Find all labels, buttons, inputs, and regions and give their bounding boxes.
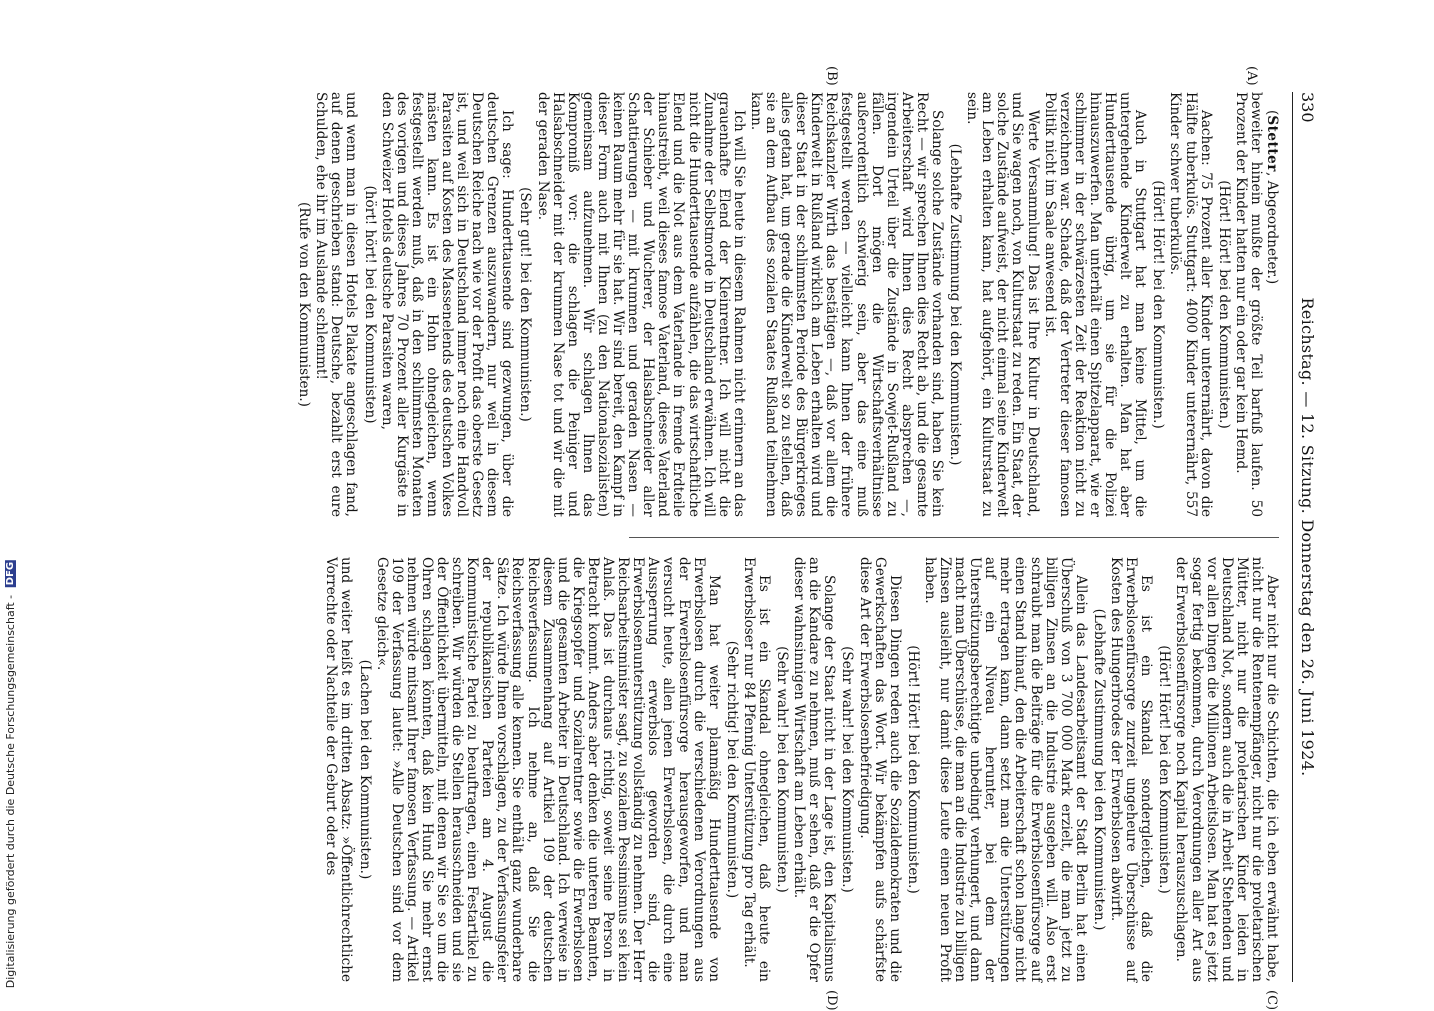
speaker-line: (Stetter, Abgeordneter.): [1264, 110, 1280, 285]
page-header: [1292, 92, 1317, 982]
reaction-note: (Hört! Hört! bei den Kommunisten.): [1150, 180, 1167, 429]
paragraph: Ich sage: Hunderttausende sind gezwungen, über die deutschen Grenzen auszuwandern, nur weil in diesem Deutschen Reiche nach wie vor der Profit das oberste Gesetz ist, und weil sich in Deutschland immer noch eine Handvoll Parasiten auf Kosten des Massenelends des deutschen Volkes mästen kann. Es ist ein Hohn ohnegleichen, wenn festgestellt werden muß, daß in den schlimmsten Monaten des vorigen und dieses Jahres 70 Prozent aller Kurgäste in den Schweizer Hotels deutsche Parasiten waren,: [378, 92, 516, 517]
reaction-note: (Hört! Hört! bei den Kommunisten.): [1156, 645, 1173, 894]
paragraph: und wenn man in diesen Hotels Plakate angeschlagen fand, auf denen geschrieben stand: Deutsche, bezahlt erst eure Schulden, ehe ihr im Auslande schlemmt!: [313, 92, 360, 517]
credit-text: Digitalisierung gefördert durch die Deutsche Forschungsgemeinschaft -: [4, 594, 17, 988]
paragraph: Ich will Sie heute in diesem Rahmen nicht erinnern an das grauenhafte Elend der Kleinrentner. Ich will nicht die Zunahme der Selbstmorde in Deutschland erwähnen. Ich will nicht die Hunderttausende aufzählen, die das wirtschaftliche Elend und die Not aus dem Vaterlande in fremde Erdteile hinaustreibt, weil dieses famose Vaterland, dieses Vaterland der Schieber und Wucherer, der Halsabschneider aller Schattierungen — mit krummen und geraden Nasen — keinen Raum mehr für sie hat. Wir sind bereit, den Kampf in dieser Form auch mit Ihnen (zu den Nationalsozialisten) gemeinsam aufzunehmen. Wir schlagen Ihnen das Kompromiß vor: die schlagen die Peiniger und Halsabschneider mit der krummen Nase tot und wir die mit der geraden Nase.: [534, 92, 747, 517]
reaction-note: (Lebhafte Zustimmung bei den Kommunisten.): [947, 143, 964, 466]
speaker-name: Stetter: [1264, 115, 1280, 172]
left-column: [293, 92, 1279, 517]
reaction-note: (Sehr richtig! bei den Kommunisten.): [723, 640, 740, 899]
paragraph: Auch in Stuttgart hat man keine Mittel, um die untergehende Kinderwelt zu erhalten. Man hat aber Hunderttausende übrig, um sie für die Polizei hinauszuwerfen. Man unterhält einen Spitzelapparat, wie er schlimmer in der schwärzesten Zeit der Reaktion nicht zu verzeichnen war. Schade, daß der Vertreter dieser famosen Politik nicht im Saale anwesend ist.: [1041, 92, 1149, 517]
reaction-note: (hört! hört! bei den Kommunisten): [361, 185, 378, 424]
reaction-note: (Hört! Hört! bei den Kommunisten.): [904, 645, 921, 894]
reaction-note: (Hört! Hört! bei den Kommunisten.): [1215, 180, 1232, 429]
speaker-role: Abgeordneter: [1264, 180, 1280, 275]
paragraph: Aber nicht nur die Schichten, die ich eben erwähnt habe, nicht nur die Rentenempfänger, nicht nur die proletarischen Mütter, nicht nur die proletarischen Kinder leiden in Deutschland Not, sondern auch die in Arbeit Stehenden und vor allen Dingen die Millionen Arbeitslosen. Man hat es jetzt sogar fertig bekommen, durch Verordnungen aller Art aus der Erwerbslosenfürsorge noch Kapital herauszuschlagen.: [1173, 557, 1280, 982]
paragraph: Werte Versammlung! Das ist Ihre Kultur in Deutschland, und Sie wagen noch, von Kulturstaat zu reden. Ein Staat, der solche Zustände aufweist, der nicht einmal seine Kinderwelt am Leben erhalten kann, hat aufgehört, ein Kulturstaat zu sein.: [964, 92, 1041, 517]
page-number: 330: [1298, 92, 1317, 123]
margin-marker-a: (A): [1244, 66, 1259, 86]
paragraph: beweiter hinein mußte der größte Teil barfuß laufen. 50 Prozent der Kinder hatten nur ein oder gar kein Hemd.: [1232, 92, 1264, 517]
reaction-note: (Sehr gut! bei den Kommunisten.): [517, 187, 534, 422]
margin-marker-b: (B): [824, 66, 839, 86]
margin-marker-c: (C): [1264, 990, 1279, 1011]
reaction-note: (Lachen bei den Kommunisten.): [356, 659, 373, 880]
rotated-newspaper-page: [137, 66, 1317, 1011]
right-column: [321, 557, 1279, 982]
paragraph: Solange solche Zustände vorhanden sind, haben Sie kein Recht — wir sprechen Ihnen dies Recht ab, und die gesamte Arbeiterschaft wird Ihnen dies Recht absprechen —, irgendein Urteil über die Zustände in Sowjet-Rußland zu fällen. Dort mögen die Wirtschaftsverhältnisse außerordentlich schwierig sein, aber das eine muß festgestellt werden — vielleicht kann Ihnen der frühere Reichskanzler Wirth das bestätigen —, daß vor allem die Kinderwelt in Rußland wirklich am Leben erhalten wird und dieser Staat in der schlimmsten Periode des Bürgerkrieges alles getan hat, um gerade die Kinderwelt so zu stellen, daß sie an dem Aufbau des sozialen Staates Rußland teilnehmen kann.: [747, 92, 946, 517]
margin-marker-d: (D): [824, 990, 839, 1011]
reaction-note: (Lebhafte Zustimmung bei den Kommunisten.): [1090, 608, 1107, 931]
column-divider: [629, 537, 1279, 538]
paragraph: Aachen: 75 Prozent aller Kinder unterernährt, davon die Hälfte tuberkulös. Stuttgart: 4000 Kinder unterernährt, 557 Kinder schwer tuberkulös.: [1167, 92, 1214, 517]
reaction-note: (Sehr wahr! bei den Kommunisten.): [774, 646, 791, 893]
reaction-note: (Rufe von den Kommunisten.): [296, 202, 313, 407]
reaction-note: (Sehr wahr! bei den Kommunisten.): [839, 646, 856, 893]
paragraph: Es ist ein Skandal ohnegleichen, daß heute ein Erwerbsloser nur 84 Pfennig Unterstützung pro Tag erhält.: [740, 557, 772, 982]
paragraph: und weiter heißt es im dritten Absatz: »Öffentlichrechtliche Vorrechte oder Nachteile der Geburt oder des: [323, 557, 355, 982]
paragraph: Es ist ein Skandal sondergleichen, daß die Erwerbslosenfürsorge zurzeit ungeheure Überschüsse auf Kosten des Hungerbrodes der Erwerbslosen abwirft.: [1108, 557, 1155, 982]
paragraph: Allein das Landesarbeitsamt der Stadt Berlin hat einen Überschuß von 3 700 000 Mark erzielt, die man jetzt zu billigen Zinsen an die Industrie ausgeben will. Also erst schraubt man die Beiträge für die Erwerbslosenfürsorge auf einen Stand hinauf, den die Arbeiterschaft schon lange nicht mehr ertragen kann, dann setzt man die Unterstützungen auf ein Niveau herunter, bei dem der Unterstützungsberechtigte unbedingt verhungert, und dann macht man Überschüsse, die man an die Industrie zu billigen Zinsen ausleiht, nur damit diese Leute einen neuen Profit haben.: [921, 557, 1089, 982]
paragraph: Man hat weiter planmäßig Hunderttausende von Erwerbslosen durch die verschiedenen Verordnungen aus der Erwerbslosenfürsorge herausgeworfen, und man versucht heute, allen jenen Erwerbslosen, die durch eine Aussperrung erwerbslos geworden sind, die Erwerbslosenunterstützung vollständig zu nehmen. Der Herr Reichsarbeitsminister sagt, zu sozialem Pessimismus sei kein Anlaß. Das ist durchaus richtig, soweit seine Person in Betracht kommt. Anders aber denken die unteren Beamten, die Kriegsopfer und Sozialrentner sowie die Erwerbslosen und die gesamten Arbeiter in Deutschland. Ich verweise in diesem Zusammenhang auf Artikel 109 der deutschen Reichsverfassung. Ich nehme an, daß Sie die Reichsverfassung alle kennen. Sie enthält ganz wunderbare Sätze. Ich würde Ihnen vorschlagen, zu der Verfassungsfeier der republikanischen Parteien am 4. August die Kommunistische Partei zu beauftragen, einen Festartikel zu schreiben. Wir würden die Stellen herausschneiden und sie der Öffentlichkeit übermitteln, mit denen wir Sie so um die Ohren schlagen könnten, daß kein Hund Sie mehr ernst nehmen würde mitsamt Ihrer famosen Verfassung. — Artikel 109 der Verfassung lautet: »Alle Deutschen sind vor dem Gesetze gleich«.: [373, 557, 722, 982]
paragraph: Diesen Dingen reden auch die Sozialdemokraten und die Gewerkschaften das Wort. Wir bekämpfen aufs schärfste diese Art der Erwerbslosenbefriedigung.: [856, 557, 903, 982]
paragraph: Solange der Staat nicht in der Lage ist, den Kapitalismus an die Kandare zu nehmen, muß er sehen, daß er die Opfer dieser wahnsinnigen Wirtschaft am Leben erhält.: [791, 557, 838, 982]
header-title: Reichstag. — 12. Sitzung. Donnerstag den 26. Juni 1924.: [1298, 297, 1317, 777]
digitization-credit: [4, 560, 17, 988]
dfg-logo-icon: DFG: [5, 561, 16, 586]
